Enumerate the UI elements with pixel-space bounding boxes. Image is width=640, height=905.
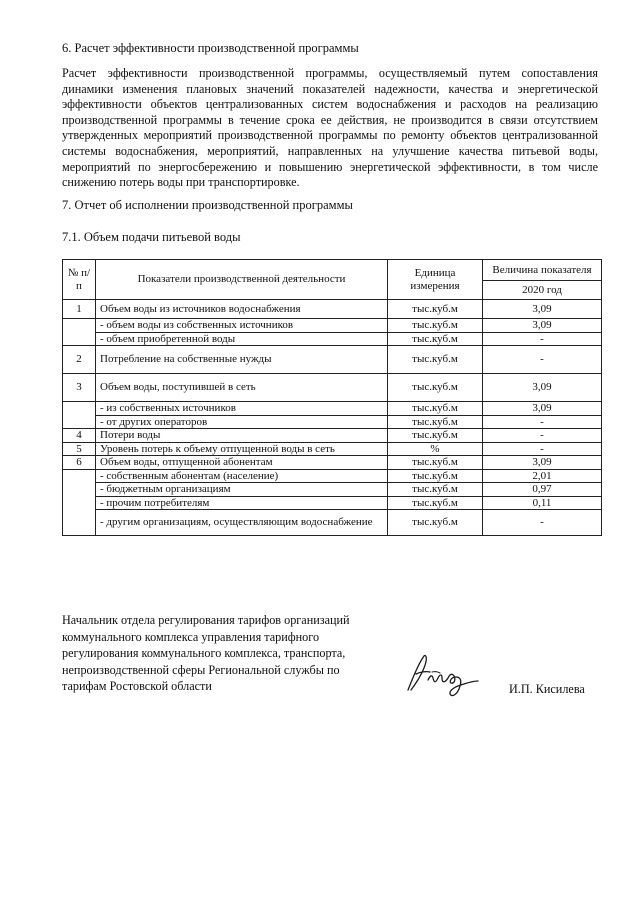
table-row <box>63 469 602 483</box>
row-value: - <box>483 346 602 374</box>
table-row <box>63 415 602 429</box>
row-name: - от других операторов <box>96 415 388 429</box>
row-unit: тыс.куб.м <box>388 415 483 429</box>
row-unit: тыс.куб.м <box>388 483 483 497</box>
row-name: - объем воды из собственных источников <box>96 319 388 333</box>
row-value: 3,09 <box>483 374 602 402</box>
table-row <box>63 346 602 374</box>
row-name: - из собственных источников <box>96 402 388 416</box>
row-value: 3,09 <box>483 456 602 470</box>
row-num: 1 <box>63 300 96 319</box>
row-name: - собственным абонентам (население) <box>96 469 388 483</box>
table-row <box>63 510 602 536</box>
row-value: 3,09 <box>483 402 602 416</box>
row-value: - <box>483 429 602 443</box>
section-7-1-heading: 7.1. Объем подачи питьевой воды <box>62 230 241 244</box>
table-row <box>63 319 602 333</box>
table-row <box>63 483 602 497</box>
signer-name: И.П. Кисилева <box>509 682 585 696</box>
row-num: 5 <box>63 442 96 456</box>
row-value: - <box>483 442 602 456</box>
table-row <box>63 442 602 456</box>
row-name: - прочим потребителям <box>96 496 388 510</box>
row-unit: тыс.куб.м <box>388 319 483 333</box>
row-unit: тыс.куб.м <box>388 456 483 470</box>
row-value: - <box>483 510 602 536</box>
row-value: 3,09 <box>483 300 602 319</box>
row-num <box>63 469 96 536</box>
handwritten-signature <box>402 650 482 700</box>
row-num: 3 <box>63 374 96 402</box>
row-name: - объем приобретенной воды <box>96 332 388 346</box>
row-name: Объем воды, поступившей в сеть <box>96 374 388 402</box>
row-num: 6 <box>63 456 96 470</box>
signer-position: Начальник отдела регулирования тарифов организаций коммунального комплекса управления тарифного регулирования коммунального комплекса, транспорта, непроизводственной сферы Региональной службы по тарифам Ростовской области <box>62 613 350 693</box>
row-name: - бюджетным организациям <box>96 483 388 497</box>
row-value: - <box>483 415 602 429</box>
row-num <box>63 402 96 429</box>
col-header-year: 2020 год <box>483 281 602 300</box>
row-unit: тыс.куб.м <box>388 402 483 416</box>
col-header-num: № п/п <box>63 260 96 300</box>
row-name: Потребление на собственные нужды <box>96 346 388 374</box>
row-unit: тыс.куб.м <box>388 510 483 536</box>
row-unit: тыс.куб.м <box>388 429 483 443</box>
section-7-heading: 7. Отчет об исполнении производственной программы <box>62 198 353 212</box>
row-name: - другим организациям, осуществляющим водоснабжение <box>96 510 388 536</box>
table-row <box>63 429 602 443</box>
table-row <box>63 456 602 470</box>
col-header-indicator: Показатели производственной деятельности <box>96 260 388 300</box>
table-row <box>63 374 602 402</box>
row-num: 2 <box>63 346 96 374</box>
table-row <box>63 402 602 416</box>
row-name: Объем воды из источников водоснабжения <box>96 300 388 319</box>
row-unit: тыс.куб.м <box>388 300 483 319</box>
row-num: 4 <box>63 429 96 443</box>
row-num <box>63 319 96 346</box>
section-6-paragraph: Расчет эффективности производственной программы, осуществляемый путем сопоставления динамики изменения плановых значений показателей надежности, качества и энергетической эффективности объектов централизованных систем водоснабжения и расходов на реализацию производственной программы в течение срока ее действия, не производится в связи отсутствием утвержденных мероприятий производственной программы по ремонту объектов централизованной системы водоснабжения, мероприятий, направленных на улучшение качества питьевой воды, мероприятий по энергосбережению и повышению энергетической эффективности, в том числе снижению потерь воды при транспортировке. <box>62 66 598 190</box>
row-value: 0,97 <box>483 483 602 497</box>
water-supply-table <box>62 259 602 536</box>
section-6-heading: 6. Расчет эффективности производственной программы <box>62 41 359 55</box>
col-header-unit: Единица измерения <box>388 260 483 300</box>
table-row <box>63 496 602 510</box>
row-name: Уровень потерь к объему отпущенной воды в сеть <box>96 442 388 456</box>
row-value: 2,01 <box>483 469 602 483</box>
row-name: Объем воды, отпущенной абонентам <box>96 456 388 470</box>
col-header-value: Величина показателя <box>483 260 602 281</box>
row-value: 3,09 <box>483 319 602 333</box>
row-unit: тыс.куб.м <box>388 346 483 374</box>
table-row <box>63 300 602 319</box>
row-unit: тыс.куб.м <box>388 496 483 510</box>
row-name: Потери воды <box>96 429 388 443</box>
row-unit: тыс.куб.м <box>388 469 483 483</box>
row-unit: тыс.куб.м <box>388 374 483 402</box>
row-unit: % <box>388 442 483 456</box>
row-value: - <box>483 332 602 346</box>
row-unit: тыс.куб.м <box>388 332 483 346</box>
table-row <box>63 332 602 346</box>
row-value: 0,11 <box>483 496 602 510</box>
